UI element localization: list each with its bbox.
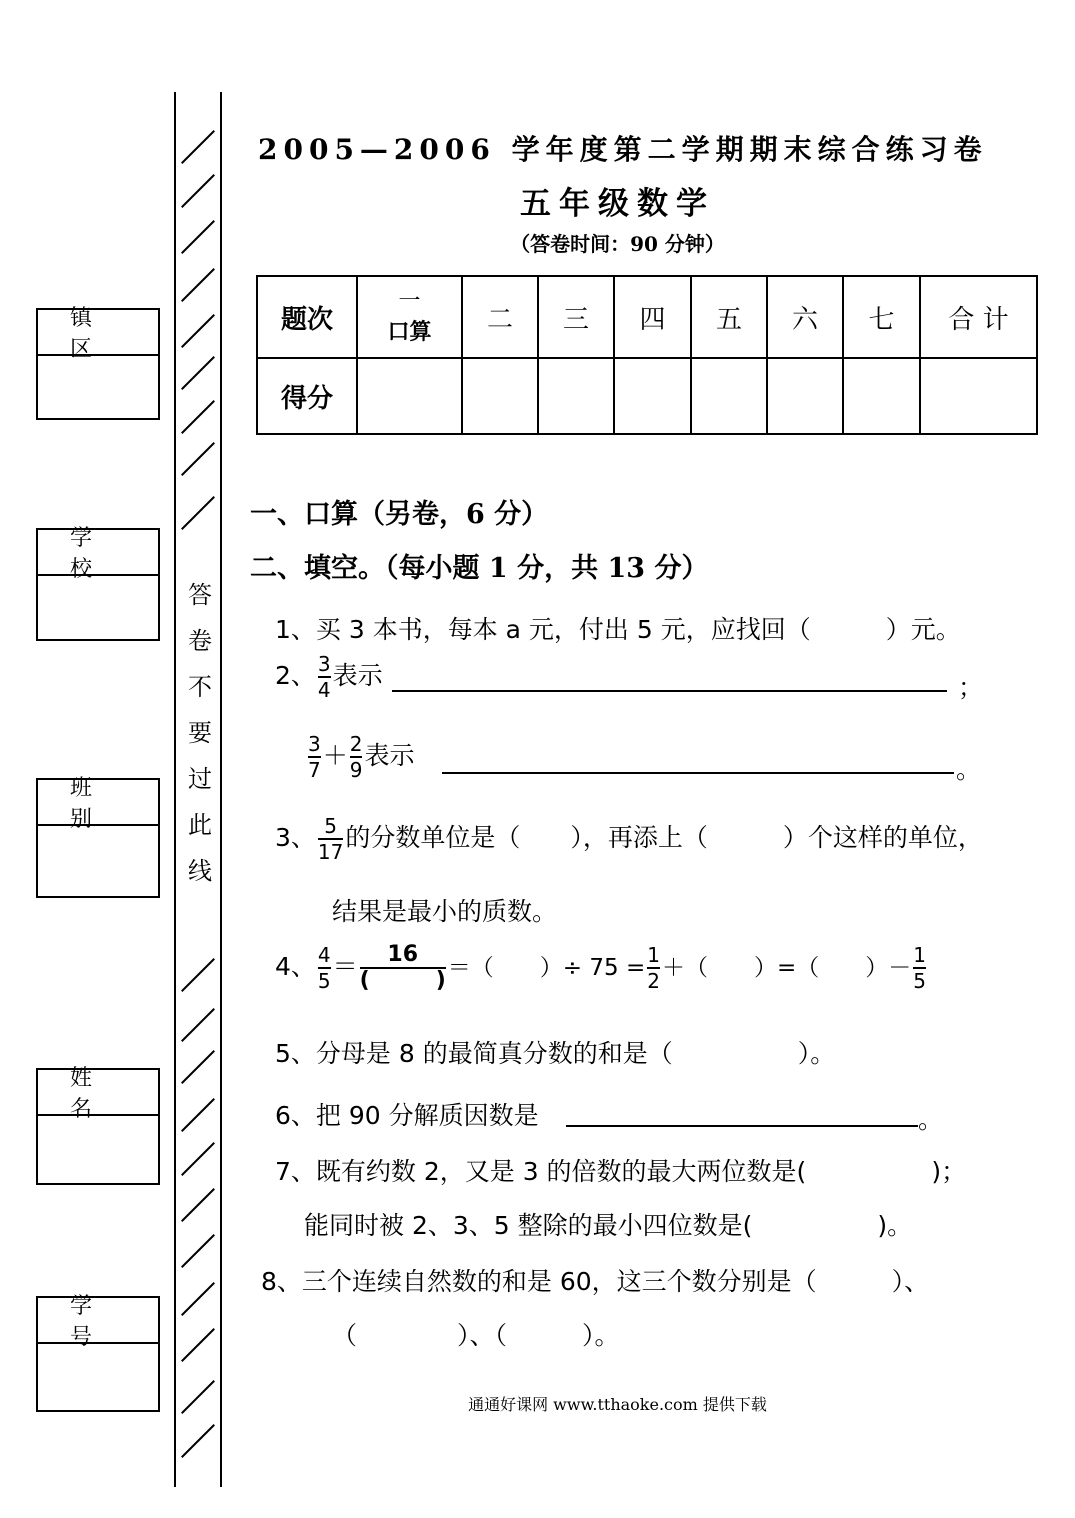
question-6: 6、把 90 分解质因数是 [275, 1101, 539, 1130]
binding-slash-mark [181, 314, 215, 348]
score-cell[interactable] [843, 358, 920, 434]
col-header-total: 合 计 [920, 276, 1037, 358]
question-1: 1、买 3 本书，每本 a 元，付出 5 元，应找回（ ）元。 [275, 615, 961, 644]
fraction-denominator: 5 [913, 968, 926, 993]
binding-slash-mark [181, 442, 215, 476]
fraction-numerator: 4 [317, 943, 331, 967]
question-2b [306, 732, 415, 782]
warning-char: 此 [188, 811, 212, 839]
col1-bottom: 口算 [387, 319, 432, 345]
binding-slash-mark [181, 268, 215, 302]
class-field[interactable] [36, 778, 160, 898]
name-label: 姓名 [38, 1070, 158, 1116]
q2-text: 表示 [332, 660, 383, 690]
fraction-numerator: 5 [324, 814, 337, 838]
q6-end: 。 [918, 1105, 944, 1134]
section-2-heading: 二、填空。（每小题 1 分，共 13 分） [250, 553, 709, 584]
fraction-numerator: 1 [913, 943, 926, 967]
warning-char: 不 [188, 673, 212, 701]
q4-prefix: 4、 [275, 951, 316, 981]
q4-mid: ＝（ ）÷ 75 = [447, 954, 646, 981]
fraction [647, 943, 660, 993]
class-label: 班别 [38, 780, 158, 826]
score-table [256, 275, 1038, 435]
fraction [318, 814, 343, 864]
q2-end: ； [958, 673, 984, 702]
binding-slash-mark [181, 1008, 215, 1042]
score-cell[interactable] [538, 358, 614, 434]
question-7b: 能同时被 2、3、5 整除的最小四位数是( )。 [304, 1211, 913, 1240]
binding-slash-mark [181, 1234, 215, 1268]
fraction-denominator: 7 [308, 757, 321, 782]
binding-slash-mark [181, 958, 215, 992]
fraction-numerator: 3 [317, 652, 331, 676]
fraction-numerator: 16 [387, 942, 419, 967]
fraction-denominator: 4 [317, 677, 331, 702]
binding-slash-mark [181, 400, 215, 434]
col-header-6: 六 [767, 276, 843, 358]
warning-char: 答 [188, 581, 212, 609]
q2b-text: 表示 [364, 740, 415, 770]
fraction [318, 652, 331, 702]
col-header-3: 三 [538, 276, 614, 358]
name-field[interactable] [36, 1068, 160, 1185]
warning-char: 过 [188, 765, 212, 793]
question-8a: 8、三个连续自然数的和是 60，这三个数分别是（ ）、 [261, 1267, 930, 1296]
student-id-label: 学号 [38, 1298, 158, 1344]
score-cell[interactable] [462, 358, 538, 434]
q6-answer-line[interactable] [566, 1125, 918, 1127]
fraction-denominator: 17 [317, 839, 344, 864]
col-header-7: 七 [843, 276, 920, 358]
binding-slash-mark [181, 1050, 215, 1084]
q2-answer-line[interactable] [392, 690, 947, 692]
col-header-5: 五 [691, 276, 767, 358]
warning-char: 线 [188, 857, 212, 885]
question-7a: 7、既有约数 2，又是 3 的倍数的最大两位数是( )； [275, 1157, 967, 1186]
binding-slash-mark [181, 1424, 215, 1458]
fraction [350, 732, 363, 782]
town-field[interactable] [36, 308, 160, 420]
binding-slash-mark [181, 1328, 215, 1362]
row-label-question: 题次 [257, 276, 357, 358]
score-cell[interactable] [691, 358, 767, 434]
q3-text: 的分数单位是（ ），再添上（ ）个这样的单位， [345, 822, 983, 852]
col-header-4: 四 [614, 276, 691, 358]
fraction [308, 732, 321, 782]
fraction-denominator: 9 [349, 757, 363, 782]
fraction [360, 943, 446, 993]
footer-credit: 通通好课网 www.tthaoke.com 提供下载 [468, 1395, 767, 1414]
fraction-numerator: 2 [349, 732, 363, 756]
binding-slash-mark [181, 356, 215, 390]
fraction-denominator: 5 [317, 968, 331, 993]
exam-title: 2005—2006 学年度第二学期期末综合练习卷 [258, 133, 988, 166]
score-cell[interactable] [920, 358, 1037, 434]
section-1-heading: 一、口算（另卷，6 分） [250, 499, 549, 530]
school-label: 学校 [38, 530, 158, 576]
fraction [318, 943, 331, 993]
q3-prefix: 3、 [275, 822, 316, 852]
q2b-answer-line[interactable] [442, 772, 954, 774]
fraction-denominator: 2 [647, 968, 660, 993]
q2-prefix: 2、 [275, 660, 316, 690]
score-cell[interactable] [767, 358, 843, 434]
warning-char: 卷 [188, 627, 212, 655]
binding-slash-mark [181, 1098, 215, 1132]
question-3-line2: 结果是最小的质数。 [332, 897, 558, 926]
binding-warning [186, 572, 214, 894]
question-4 [275, 943, 928, 993]
warning-char: 要 [188, 719, 212, 747]
score-cell[interactable] [614, 358, 691, 434]
question-8b: （ ）、（ ）。 [332, 1321, 620, 1350]
question-2 [275, 652, 383, 702]
exam-subtitle: 五年级数学 [520, 186, 715, 222]
fraction-denominator: ( ) [359, 967, 446, 993]
fraction-numerator: 3 [308, 732, 321, 756]
school-field[interactable] [36, 528, 160, 641]
equals-sign: ＝ [332, 951, 358, 981]
binding-slash-mark [181, 130, 215, 164]
binding-slash-mark [181, 1188, 215, 1222]
plus-sign: ＋ [322, 740, 348, 770]
q4-mid2: ＋（ ）=（ ）－ [661, 954, 912, 981]
binding-slash-mark [181, 496, 215, 530]
question-5: 5、分母是 8 的最简真分数的和是（ ）。 [275, 1039, 836, 1068]
row-label-score: 得分 [257, 358, 357, 434]
q2b-end: 。 [956, 755, 982, 784]
binding-slash-mark [181, 1142, 215, 1176]
question-3 [275, 814, 983, 864]
binding-line-right [220, 92, 222, 1487]
binding-slash-mark [181, 1282, 215, 1316]
score-cell[interactable] [357, 358, 462, 434]
col-header-1 [357, 276, 462, 358]
exam-time: （答卷时间：90 分钟） [510, 232, 725, 256]
col1-top: 一 [398, 289, 421, 314]
col-header-2: 二 [462, 276, 538, 358]
fraction [913, 943, 926, 993]
binding-line-left [174, 92, 176, 1487]
fraction-numerator: 1 [647, 943, 660, 967]
town-label: 镇区 [38, 310, 158, 356]
